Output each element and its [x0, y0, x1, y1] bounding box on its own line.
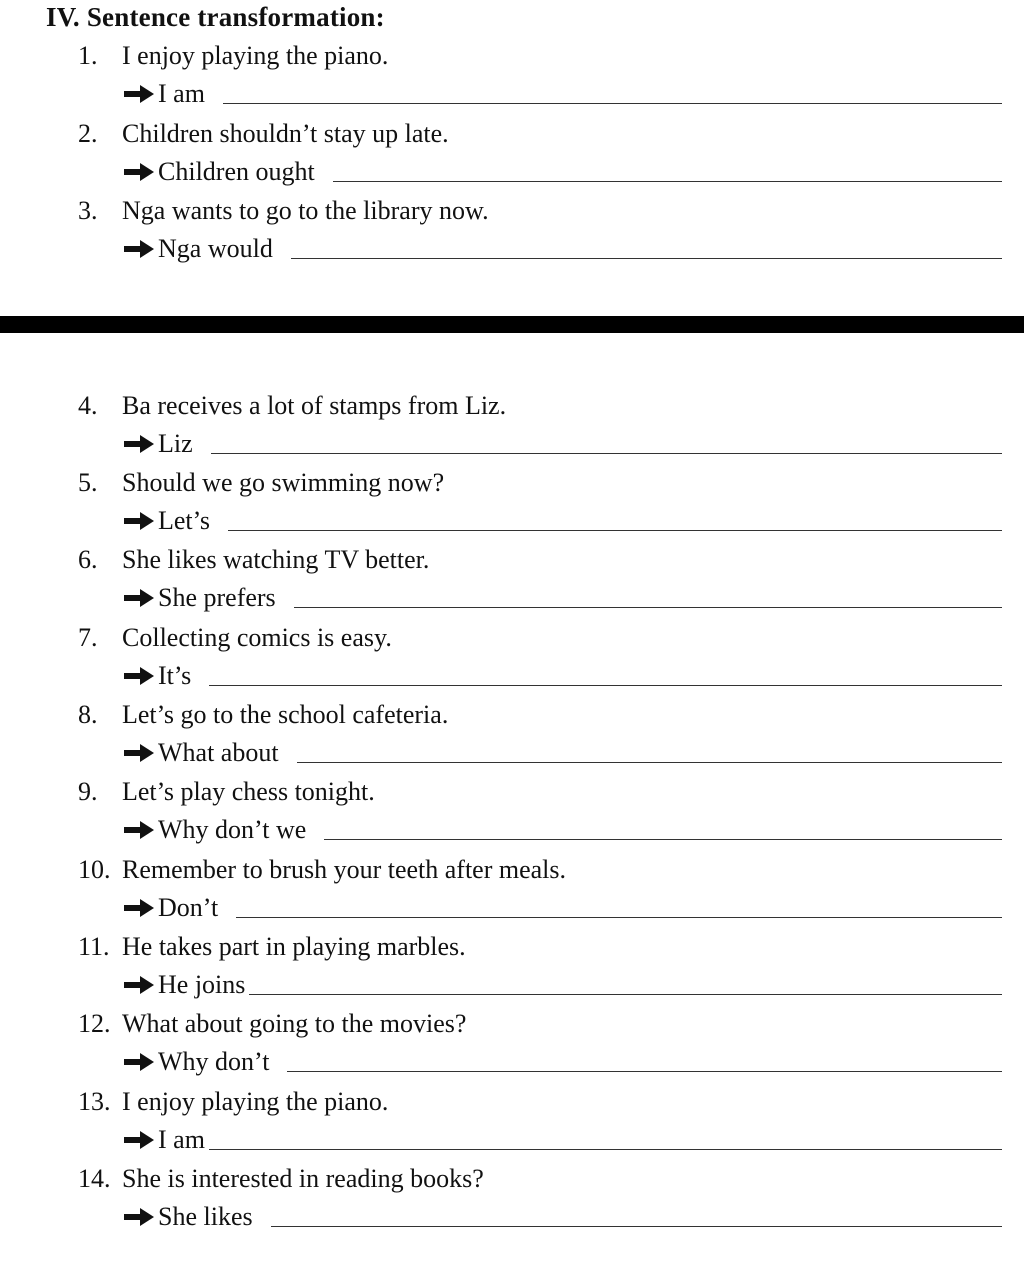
answer-prompt: Why don’t we [158, 815, 307, 844]
question [78, 931, 466, 963]
item-number: 13. [78, 1087, 111, 1116]
exercise-item-12 [0, 1008, 1024, 1088]
question [78, 390, 506, 422]
item-number: 7. [78, 623, 98, 652]
page-divider [0, 316, 1024, 333]
arrow-right-icon [122, 431, 158, 457]
exercise-item-7 [0, 622, 1024, 702]
answer-line [122, 969, 1002, 1001]
original-sentence: What about going to the movies? [122, 1009, 467, 1038]
answer-prompt: I am [158, 79, 205, 108]
exercise-item-8 [0, 699, 1024, 779]
item-number: 14. [78, 1164, 111, 1193]
question [78, 1086, 388, 1118]
original-sentence: Collecting comics is easy. [122, 623, 392, 652]
item-number: 4. [78, 391, 98, 420]
answer-blank[interactable] [297, 736, 1002, 763]
item-number: 12. [78, 1009, 111, 1038]
exercise-item-1 [0, 40, 1024, 120]
answer-line [122, 814, 1002, 846]
arrow-right-icon [122, 585, 158, 611]
answer-line [122, 582, 1002, 614]
question [78, 118, 449, 150]
arrow-right-icon [122, 159, 158, 185]
answer-prompt: Don’t [158, 893, 219, 922]
item-number: 3. [78, 196, 98, 225]
arrow-right-icon [122, 663, 158, 689]
item-number: 6. [78, 545, 98, 574]
answer-blank[interactable] [223, 77, 1002, 104]
original-sentence: Children shouldn’t stay up late. [122, 119, 449, 148]
answer-blank[interactable] [211, 427, 1002, 454]
answer-line [122, 233, 1002, 265]
answer-prompt: What about [158, 738, 279, 767]
question [78, 544, 429, 576]
answer-line [122, 660, 1002, 692]
exercise-item-14 [0, 1163, 1024, 1243]
arrow-right-icon [122, 1127, 158, 1153]
original-sentence: Should we go swimming now? [122, 468, 445, 497]
exercise-item-11 [0, 931, 1024, 1011]
original-sentence: Let’s go to the school cafeteria. [122, 700, 449, 729]
arrow-right-icon [122, 895, 158, 921]
answer-prompt: Let’s [158, 506, 210, 535]
original-sentence: Nga wants to go to the library now. [122, 196, 489, 225]
question [78, 776, 375, 808]
item-number: 9. [78, 777, 98, 806]
answer-blank[interactable] [324, 813, 1002, 840]
question [78, 1163, 484, 1195]
answer-blank[interactable] [249, 968, 1002, 995]
original-sentence: I enjoy playing the piano. [122, 41, 389, 70]
exercise-item-10 [0, 854, 1024, 934]
answer-prompt: Nga would [158, 234, 273, 263]
arrow-right-icon [122, 740, 158, 766]
answer-blank[interactable] [236, 891, 1002, 918]
answer-blank[interactable] [294, 581, 1002, 608]
answer-prompt: She likes [158, 1202, 253, 1231]
answer-blank[interactable] [209, 1123, 1002, 1150]
section-title: IV. Sentence transformation: [46, 2, 385, 32]
answer-line [122, 737, 1002, 769]
question [78, 467, 444, 499]
question [78, 622, 392, 654]
original-sentence: She likes watching TV better. [122, 545, 430, 574]
original-sentence: She is interested in reading books? [122, 1164, 484, 1193]
answer-line [122, 1201, 1002, 1233]
arrow-right-icon [122, 508, 158, 534]
answer-line [122, 78, 1002, 110]
answer-blank[interactable] [228, 504, 1002, 531]
answer-line [122, 892, 1002, 924]
exercise-item-9 [0, 776, 1024, 856]
answer-line [122, 1046, 1002, 1078]
exercise-item-4 [0, 390, 1024, 470]
item-number: 5. [78, 468, 98, 497]
answer-blank[interactable] [209, 659, 1002, 686]
item-number: 2. [78, 119, 98, 148]
answer-prompt: Children ought [158, 157, 315, 186]
item-number: 1. [78, 41, 98, 70]
answer-blank[interactable] [287, 1045, 1002, 1072]
question [78, 1008, 466, 1040]
arrow-right-icon [122, 236, 158, 262]
answer-line [122, 156, 1002, 188]
exercise-item-5 [0, 467, 1024, 547]
answer-blank[interactable] [271, 1200, 1002, 1227]
answer-blank[interactable] [291, 232, 1002, 259]
original-sentence: I enjoy playing the piano. [122, 1087, 389, 1116]
answer-prompt: Why don’t [158, 1047, 270, 1076]
answer-prompt: She prefers [158, 583, 276, 612]
item-number: 8. [78, 700, 98, 729]
answer-line [122, 428, 1002, 460]
original-sentence: Remember to brush your teeth after meals. [122, 855, 567, 884]
exercise-item-2 [0, 118, 1024, 198]
answer-blank[interactable] [333, 155, 1002, 182]
answer-prompt: Liz [158, 429, 193, 458]
question [78, 854, 566, 886]
answer-prompt: It’s [158, 661, 192, 690]
arrow-right-icon [122, 817, 158, 843]
question [78, 195, 489, 227]
exercise-item-3 [0, 195, 1024, 275]
answer-line [122, 505, 1002, 537]
arrow-right-icon [122, 1049, 158, 1075]
original-sentence: He takes part in playing marbles. [122, 932, 466, 961]
item-number: 11. [78, 932, 110, 961]
exercise-item-13 [0, 1086, 1024, 1166]
original-sentence: Let’s play chess tonight. [122, 777, 375, 806]
question [78, 40, 388, 72]
answer-prompt: I am [158, 1125, 205, 1154]
original-sentence: Ba receives a lot of stamps from Liz. [122, 391, 507, 420]
question [78, 699, 448, 731]
arrow-right-icon [122, 81, 158, 107]
arrow-right-icon [122, 972, 158, 998]
arrow-right-icon [122, 1204, 158, 1230]
answer-line [122, 1124, 1002, 1156]
exercise-item-6 [0, 544, 1024, 624]
item-number: 10. [78, 855, 111, 884]
answer-prompt: He joins [158, 970, 246, 999]
